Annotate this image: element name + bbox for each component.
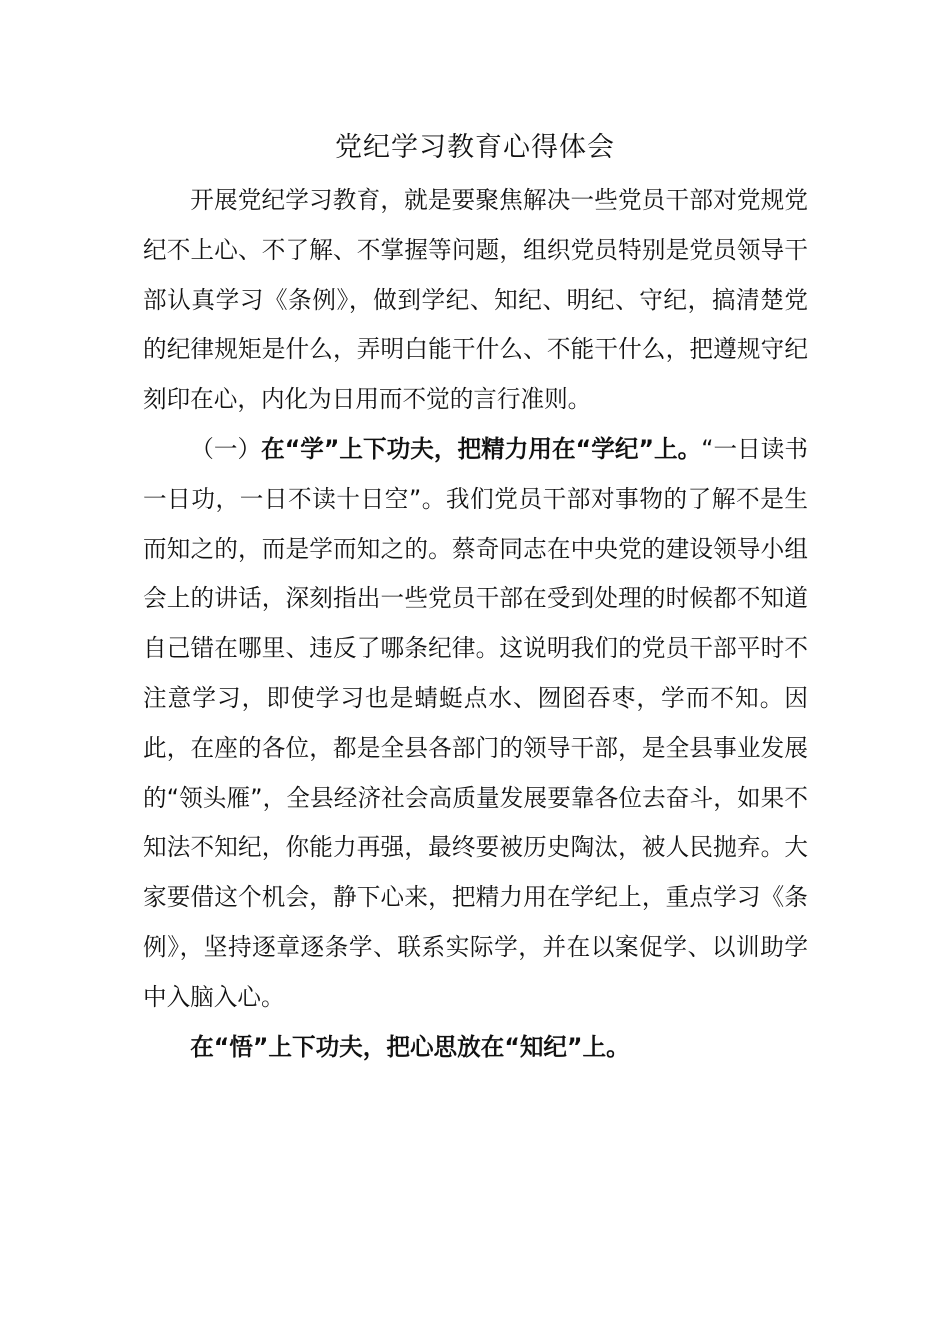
section-2-heading: 在“悟”上下功夫，把心思放在“知纪”上。 [190,1032,630,1061]
paragraph-section-1 [143,425,808,1023]
section-1-heading: 在“学”上下功夫，把精力用在“学纪”上。 [261,434,702,463]
section-1-body: “一日读书一日功，一日不读十日空”。我们党员干部对事物的了解不是生而知之的，而是学而知之的。蔡奇同志在中央党的建设领导小组会上的讲话，深刻指出一些党员干部在受到处理的时候都不知道自己错在哪里、违反了哪条纪律。这说明我们的党员干部平时不注意学习，即使学习也是蜻蜓点水、囫囵吞枣，学而不知。因此，在座的各位，都是全县各部门的领导干部，是全县事业发展的“领头雁”，全县经济社会高质量发展要靠各位去奋斗，如果不知法不知纪，你能力再强，最终要被历史陶汰，被人民抛弃。大家要借这个机会，静下心来，把精力用在学纪上，重点学习《条例》，坚持逐章逐条学、联系实际学，并在以案促学、以训助学中入脑入心。 [143,434,808,1011]
page-title: 党纪学习教育心得体会 [335,132,615,163]
section-1-number: （一） [190,434,262,463]
paragraph-intro: 开展党纪学习教育，就是要聚焦解决一些党员干部对党规党纪不上心、不了解、不掌握等问题，组织党员特别是党员领导干部认真学习《条例》，做到学纪、知纪、明纪、守纪，搞清楚党的纪律规矩是什么，弄明白能干什么、不能干什么，把遵规守纪刻印在心，内化为日用而不觉的言行准则。 [143,186,808,414]
document-body [143,176,808,1072]
